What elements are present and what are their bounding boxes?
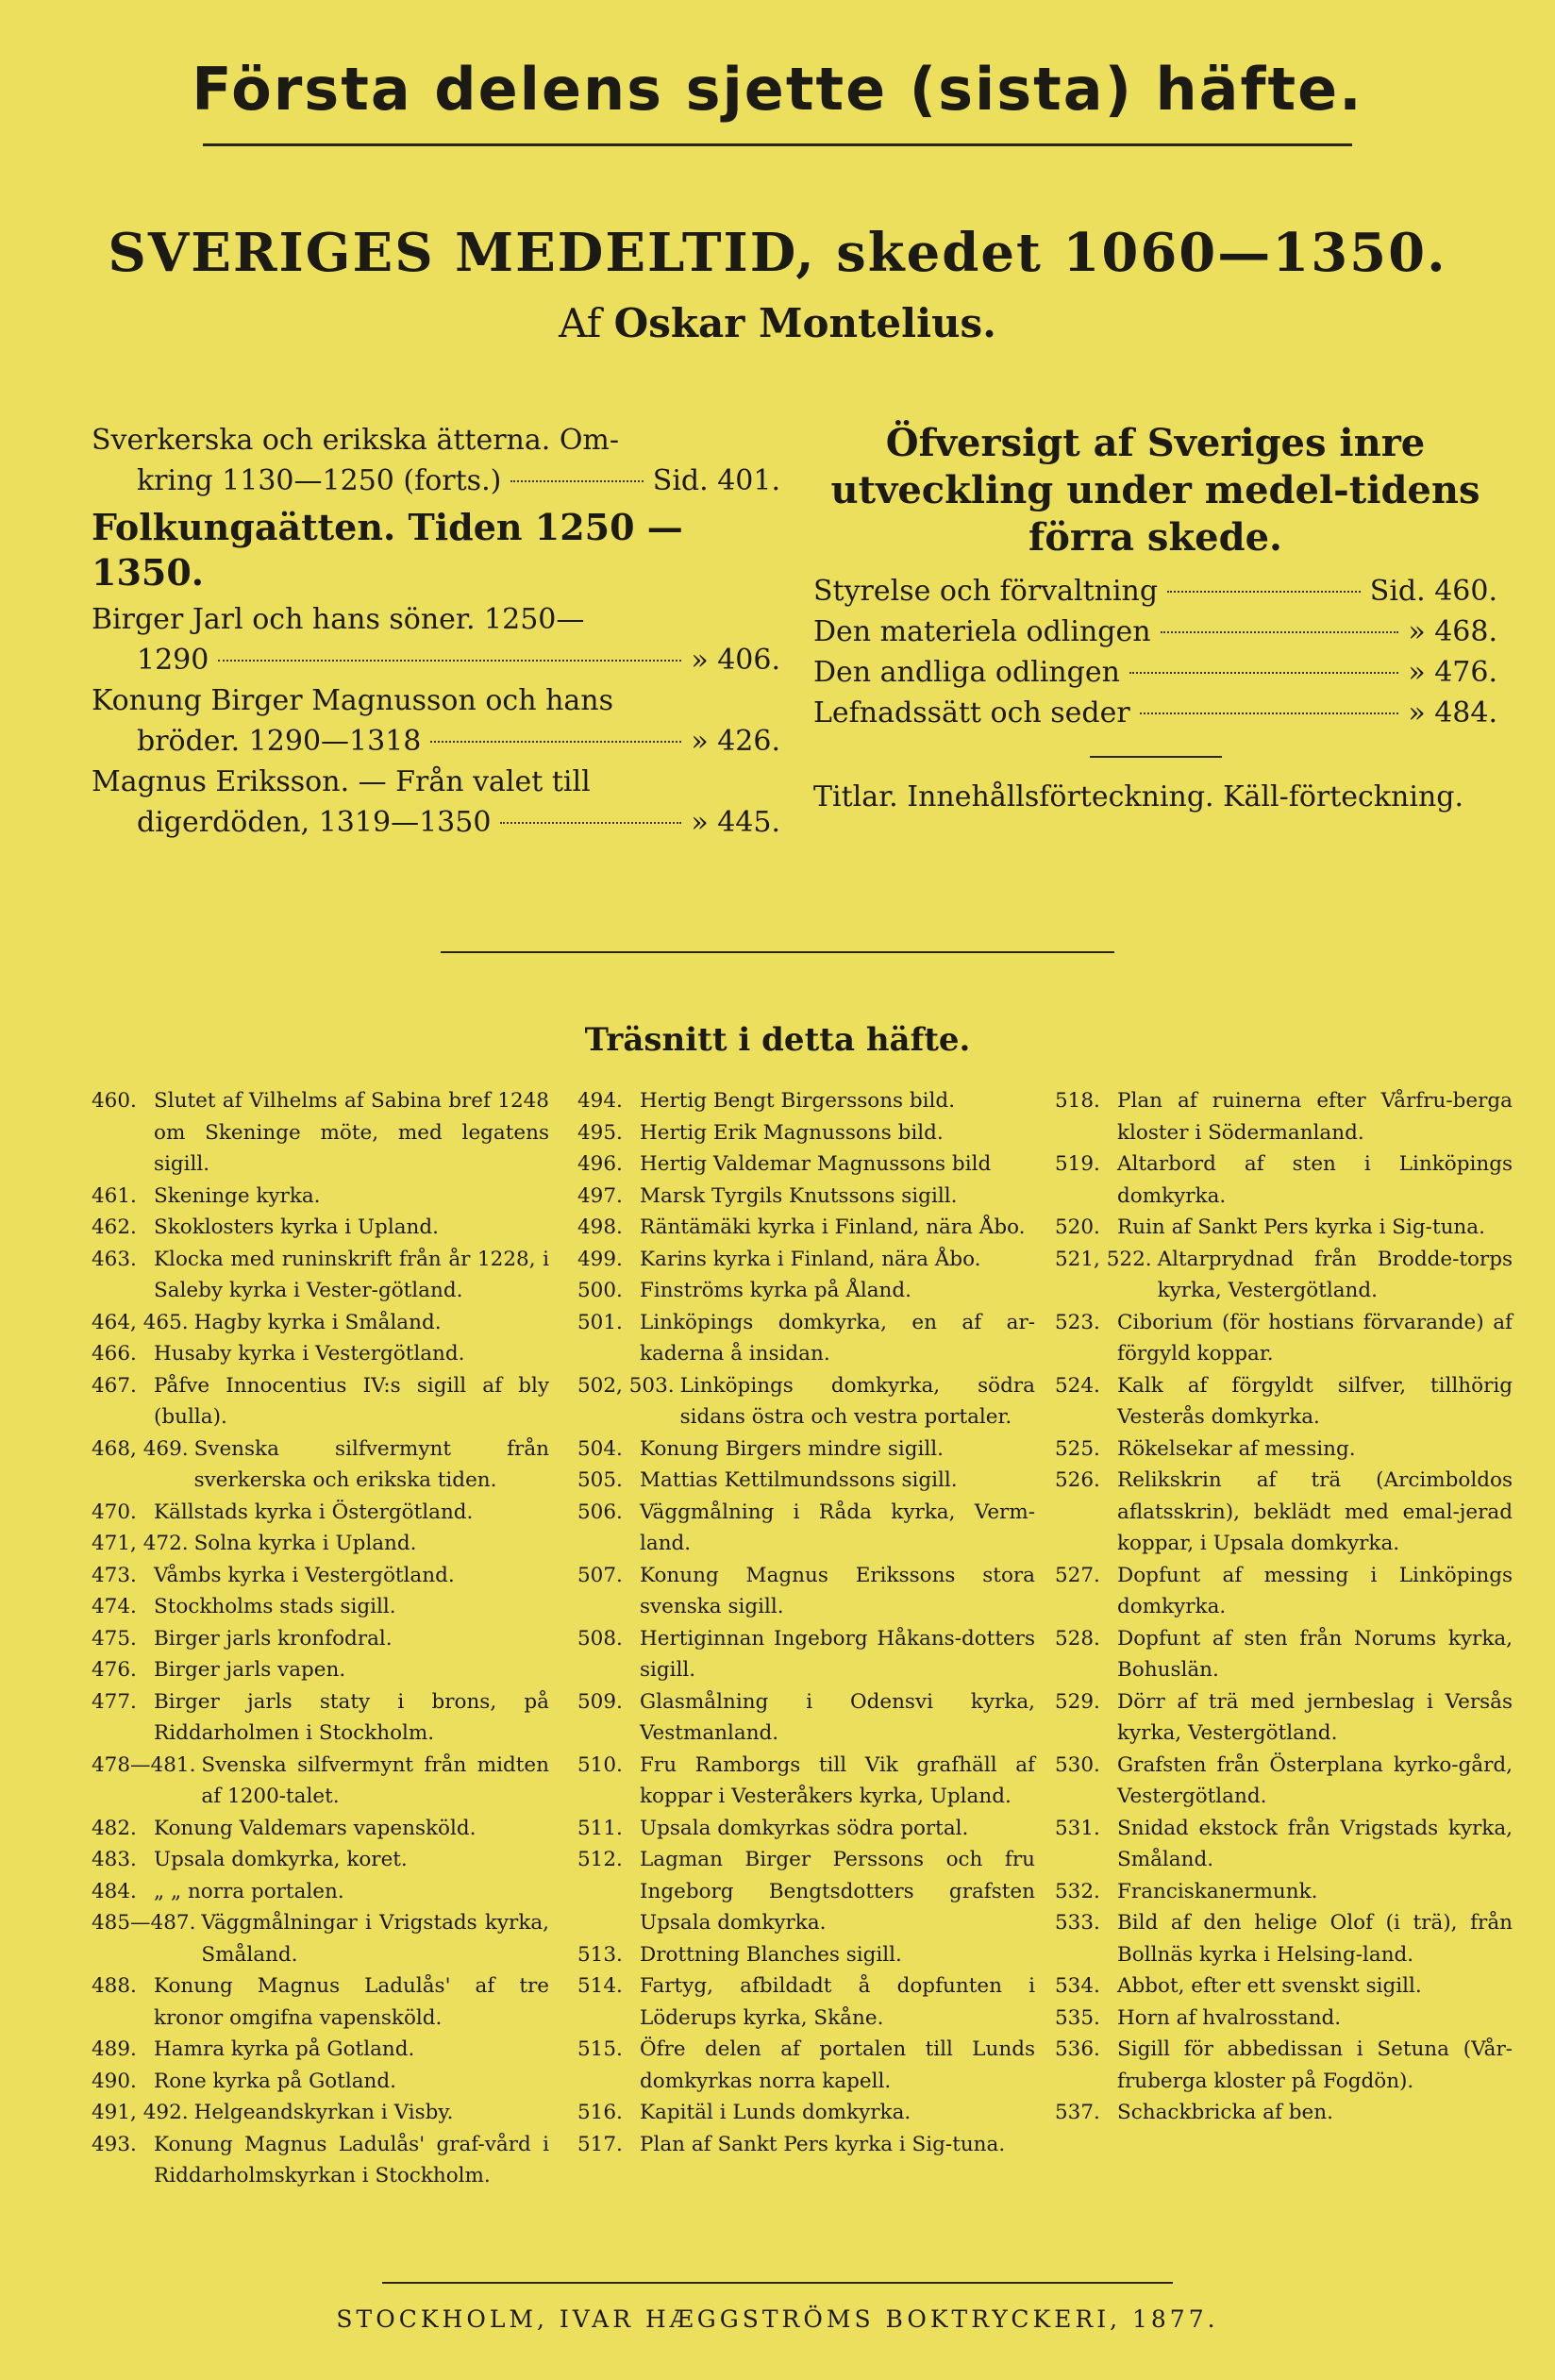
toc-leader-dots [510,480,643,482]
woodcut-item [92,1085,549,1181]
woodcut-item [577,1623,1035,1686]
woodcut-item [1055,1686,1513,1750]
toc-entry-tail: digerdöden, 1319—1350 [137,806,492,839]
woodcut-number: 491, 492. [92,2101,189,2124]
woodcut-number: 499. [577,1247,623,1271]
woodcut-item [92,1813,549,1845]
woodcut-item [577,1181,1035,1213]
woodcut-caption: Sigill för abbedissan i Setuna (Vår-fruberga kloster på Fogdön). [1117,2037,1513,2093]
woodcut-caption: Påfve Innocentius IV:s sigill af bly (bulla). [154,1373,549,1429]
woodcut-item [577,1370,1035,1433]
woodcut-caption: Slutet af Vilhelms af Sabina bref 1248 om Skeninge möte, med legatens sigill. [154,1089,549,1176]
woodcut-caption: Horn af hvalrosstand. [1117,2005,1342,2030]
woodcut-item [577,1465,1035,1497]
woodcut-caption: Upsala domkyrka, koret. [154,1848,408,1871]
woodcut-number: 523. [1055,1310,1100,1334]
woodcut-number: 478—481. [92,1752,196,1777]
woodcut-item [577,1212,1035,1244]
woodcut-number: 468, 469. [92,1436,189,1461]
woodcut-number: 471, 472. [92,1532,189,1555]
woodcut-item [92,1876,549,1908]
woodcut-item [577,2097,1035,2129]
woodcut-caption: Väggmålningar i Vrigstads kyrka, Småland. [201,1911,549,1967]
woodcut-item [577,1560,1035,1623]
toc-leader-dots [1129,672,1398,674]
woodcut-item [1055,1750,1513,1813]
woodcut-item [1055,1465,1513,1560]
woodcut-number: 505. [577,1468,623,1492]
toc-leader-dots [218,660,681,662]
woodcut-number: 489. [92,2037,137,2061]
woodcut-item [1055,1148,1513,1212]
toc-row-title: Den andliga odlingen [813,656,1120,689]
woodcut-number: 515. [577,2037,623,2061]
woodcut-caption: Dörr af trä med jernbeslag i Versås kyrka, Vestergötland. [1117,1689,1513,1745]
woodcut-caption: Altarbord af sten i Linköpings domkyrka. [1117,1152,1513,1208]
toc-separator [1090,756,1222,758]
woodcut-number: 525. [1055,1436,1100,1461]
woodcut-item [1055,1212,1513,1244]
woodcut-number: 473. [92,1563,137,1587]
toc-leader-dots [430,741,681,743]
toc-leader-dots [1140,712,1399,714]
toc-entry-tail-line [92,640,780,680]
woodcut-item [577,1813,1035,1845]
woodcut-caption: Klocka med runinskrift från år 1228, i Saleby kyrka i Vester-götland. [154,1247,549,1302]
toc-entry-page: » 426. [691,725,780,758]
woodcut-item [1055,2003,1513,2035]
woodcut-item [577,1750,1035,1813]
woodcut-number: 521, 522. [1055,1247,1152,1271]
woodcut-item [577,1244,1035,1276]
woodcut-number: 516. [577,2101,623,2124]
toc-entry [92,599,780,680]
author-prefix: Af [559,300,602,346]
woodcut-item [577,1433,1035,1466]
toc-row [813,652,1497,693]
printer-imprint: STOCKHOLM, IVAR HÆGGSTRÖMS BOKTRYCKERI, 1877. [336,2305,1219,2333]
woodcut-number: 501. [577,1310,623,1334]
woodcut-number: 502, 503. [577,1373,675,1398]
woodcut-number: 526. [1055,1468,1100,1492]
woodcuts-column-2 [577,1085,1035,2160]
woodcut-number: 463. [92,1247,137,1271]
woodcut-item [1055,2034,1513,2097]
woodcut-caption: Räntämäki kyrka i Finland, nära Åbo. [640,1215,1026,1239]
woodcut-caption: Plan af ruinerna efter Vårfru-berga kloster i Södermanland. [1117,1089,1513,1145]
woodcut-caption: Hertig Bengt Birgerssons bild. [640,1089,956,1113]
woodcut-number: 484. [92,1879,137,1903]
woodcut-number: 520. [1055,1215,1100,1239]
woodcut-item [577,2129,1035,2161]
woodcut-caption: Dopfunt af sten från Norums kyrka, Bohuslän. [1117,1626,1513,1682]
woodcut-number: 531. [1055,1816,1100,1840]
woodcut-item [92,1370,549,1433]
woodcut-number: 518. [1055,1089,1100,1113]
toc-entry-tail: kring 1130—1250 (forts.) [137,464,502,497]
woodcut-caption: Skoklosters kyrka i Upland. [154,1215,439,1239]
woodcut-caption: Rone kyrka på Gotland. [154,2069,396,2093]
woodcut-caption: Konung Valdemars vapensköld. [154,1816,477,1840]
woodcut-caption: Drottning Blanches sigill. [640,1942,902,1967]
woodcuts-column-1 [92,1085,549,2192]
woodcut-item [92,1750,549,1813]
woodcut-item [577,1970,1035,2034]
author-name: Oskar Montelius. [613,300,996,346]
contents-right-column [813,420,1497,817]
toc-row-page: Sid. 460. [1369,575,1497,608]
woodcut-number: 466. [92,1342,137,1366]
toc-leader-dots [1161,631,1399,633]
woodcut-item [1055,2097,1513,2129]
woodcut-item [92,1686,549,1750]
woodcut-caption: Källstads kyrka i Östergötland. [154,1500,474,1524]
toc-entry-title: Sverkerska och erikska ätterna. Om- [92,424,619,457]
woodcut-item [92,1970,549,2034]
woodcut-item [577,1307,1035,1370]
woodcut-number: 470. [92,1500,137,1524]
woodcut-caption: Helgeandskyrkan i Visby. [193,2101,454,2124]
woodcut-number: 519. [1055,1152,1100,1176]
woodcut-number: 504. [577,1436,623,1461]
woodcut-caption: „ „ norra portalen. [154,1879,344,1903]
woodcut-item [1055,1813,1513,1876]
woodcut-item [577,1275,1035,1307]
woodcut-item [92,1497,549,1529]
woodcut-caption: Plan af Sankt Pers kyrka i Sig-tuna. [640,2132,1006,2156]
toc-entry-title: Konung Birger Magnusson och hans [92,684,613,717]
woodcut-number: 507. [577,1563,623,1587]
woodcut-number: 482. [92,1816,137,1840]
woodcut-number: 533. [1055,1911,1100,1935]
toc-row [813,612,1497,652]
woodcut-item [92,1307,549,1339]
woodcut-number: 524. [1055,1373,1100,1398]
woodcut-caption: Fru Ramborgs till Vik grafhäll af koppar i Vesteråkers kyrka, Upland. [640,1752,1035,1808]
toc-entry-page: » 445. [691,806,780,839]
toc-left-entries-b [92,599,780,843]
woodcuts-column-3 [1055,1085,1513,2129]
toc-entry-page: » 406. [691,644,780,677]
woodcut-item [92,1212,549,1244]
woodcut-item [92,1591,549,1623]
woodcut-item [92,1907,549,1970]
woodcut-caption: Svenska silfvermynt från sverkerska och erikska tiden. [193,1436,549,1492]
woodcut-item [92,1528,549,1560]
woodcut-number: 467. [92,1373,137,1398]
toc-entry-tail: 1290 [137,644,209,677]
woodcut-caption: Hertig Valdemar Magnussons bild [640,1152,992,1176]
woodcut-number: 537. [1055,2101,1100,2124]
woodcut-number: 509. [577,1689,623,1714]
woodcut-item [577,1939,1035,1971]
woodcut-caption: Husaby kyrka i Vestergötland. [154,1342,465,1366]
woodcut-number: 534. [1055,1974,1100,1998]
middle-rule [441,951,1114,953]
woodcut-caption: Dopfunt af messing i Linköpings domkyrka. [1117,1563,1513,1618]
woodcut-caption: Ruin af Sankt Pers kyrka i Sig-tuna. [1117,1215,1485,1239]
woodcut-caption: Konung Magnus Ladulås' af tre kronor omgifna vapensköld. [154,1974,549,2030]
woodcut-item [92,2066,549,2098]
woodcut-caption: Fartyg, afbildadt å dopfunten i Löderups kyrka, Skåne. [640,1974,1035,2030]
woodcut-caption: Konung Magnus Erikssons stora svenska sigill. [640,1563,1035,1618]
series-headline: Första delens sjette (sista) häfte. [192,55,1363,124]
toc-entry [92,680,780,762]
woodcut-number: 510. [577,1752,623,1777]
toc-entry-title: Magnus Eriksson. — Från valet till [92,765,591,798]
woodcut-item [92,1244,549,1307]
woodcut-item [577,2034,1035,2097]
woodcut-number: 477. [92,1689,137,1714]
woodcut-caption: Franciskanermunk. [1117,1879,1318,1903]
woodcut-number: 485—487. [92,1911,196,1935]
woodcut-number: 460. [92,1089,137,1113]
woodcut-caption: Abbot, efter ett svenskt sigill. [1117,1974,1422,1998]
woodcut-number: 513. [577,1942,623,1967]
woodcut-caption: Ciborium (för hostians förvarande) af förgyld koppar. [1117,1310,1513,1366]
book-title: SVERIGES MEDELTID, skedet 1060—1350. [108,222,1447,284]
toc-entry-tail-line [92,802,780,843]
woodcut-number: 498. [577,1215,623,1239]
toc-entry-tail-line [92,721,780,762]
woodcut-item [1055,1433,1513,1466]
woodcut-number: 532. [1055,1879,1100,1903]
toc-section-overview: Öfversigt af Sveriges inre utveckling under medel-tidens förra skede. [830,421,1480,560]
woodcut-caption: Marsk Tyrgils Knutssons sigill. [640,1183,958,1208]
toc-row [813,571,1497,612]
woodcut-number: 497. [577,1183,623,1208]
woodcut-item [1055,1560,1513,1623]
woodcut-caption: Rökelsekar af messing. [1117,1436,1356,1461]
woodcut-caption: Solna kyrka i Upland. [193,1532,417,1555]
woodcut-caption: Skeninge kyrka. [154,1183,321,1208]
woodcut-caption: Snidad ekstock från Vrigstads kyrka, Småland. [1117,1816,1513,1871]
woodcut-item [577,1497,1035,1560]
woodcut-number: 490. [92,2069,137,2093]
woodcut-number: 512. [577,1848,623,1871]
woodcut-caption: Mattias Kettilmundssons sigill. [640,1468,958,1492]
woodcut-item [1055,1307,1513,1370]
woodcut-number: 528. [1055,1626,1100,1651]
toc-left-entries-a [92,420,780,501]
woodcut-item [1055,1970,1513,2003]
woodcut-item [1055,1370,1513,1433]
woodcut-caption: Grafsten från Österplana kyrko-gård, Vestergötland. [1117,1752,1513,1808]
woodcut-caption: Konung Magnus Ladulås' graf-vård i Riddarholmskyrkan i Stockholm. [154,2132,549,2187]
woodcut-caption: Öfre delen af portalen till Lunds domkyrkas norra kapell. [640,2037,1035,2093]
toc-entry-page: Sid. 401. [652,464,780,497]
woodcut-caption: Kapitäl i Lunds domkyrka. [640,2101,911,2124]
toc-leader-dots [500,822,681,824]
woodcut-number: 506. [577,1500,623,1524]
toc-leader-dots [1167,591,1361,593]
woodcut-caption: Altarprydnad från Brodde-torps kyrka, Vestergötland. [1157,1247,1513,1302]
woodcut-caption: Finströms kyrka på Åland. [640,1279,912,1302]
woodcut-number: 475. [92,1626,137,1651]
woodcut-number: 495. [577,1120,623,1145]
woodcut-caption: Kalk af förgyldt silfver, tillhörig Vesterås domkyrka. [1117,1373,1513,1429]
woodcut-number: 483. [92,1848,137,1871]
woodcut-number: 476. [92,1658,137,1682]
woodcut-caption: Konung Birgers mindre sigill. [640,1436,944,1461]
contents-left-column [92,420,780,843]
woodcut-caption: Glasmålning i Odensvi kyrka, Vestmanland. [640,1689,1035,1745]
woodcut-number: 500. [577,1279,623,1302]
woodcut-caption: Väggmålning i Råda kyrka, Verm-land. [640,1500,1035,1555]
bottom-rule [382,2282,1173,2284]
woodcut-number: 494. [577,1089,623,1113]
woodcut-number: 474. [92,1595,137,1618]
woodcut-number: 493. [92,2132,137,2156]
woodcut-number: 511. [577,1816,623,1840]
woodcut-number: 527. [1055,1563,1100,1587]
woodcut-item [92,1560,549,1592]
woodcut-number: 488. [92,1974,137,1998]
toc-entry [92,420,780,501]
woodcut-item [92,2034,549,2066]
woodcut-caption: Svenska silfvermynt från midten af 1200-talet. [201,1752,549,1808]
toc-entry [92,762,780,843]
woodcut-number: 508. [577,1626,623,1651]
woodcut-number: 461. [92,1183,137,1208]
toc-row-title: Den materiela odlingen [813,615,1151,648]
woodcut-item [577,1117,1035,1149]
author-line [0,300,1555,346]
woodcut-caption: Birger jarls staty i brons, på Riddarholmen i Stockholm. [154,1689,549,1745]
woodcut-number: 464, 465. [92,1310,189,1334]
woodcut-item [92,1181,549,1213]
woodcut-item [1055,1244,1513,1307]
woodcut-caption: Linköpings domkyrka, en af ar-kaderna å insidan. [640,1310,1035,1366]
woodcut-item [92,1623,549,1655]
toc-row-title: Lefnadssätt och seder [813,696,1130,729]
woodcut-item [1055,1876,1513,1908]
woodcut-number: 535. [1055,2005,1100,2030]
toc-entry-tail: bröder. 1290—1318 [137,725,422,758]
toc-right-entries [813,571,1497,733]
woodcut-caption: Hertiginnan Ingeborg Håkans-dotters sigill. [640,1626,1035,1682]
top-rule [203,143,1352,146]
woodcut-caption: Stockholms stads sigill. [154,1595,396,1618]
woodcut-number: 496. [577,1152,623,1176]
toc-row-title: Styrelse och förvaltning [813,575,1159,608]
woodcut-caption: Hertig Erik Magnussons bild. [640,1120,944,1145]
woodcut-item [1055,1623,1513,1686]
toc-entry-tail-line [92,461,780,501]
toc-row-page: » 468. [1408,615,1497,648]
woodcut-item [92,1844,549,1876]
woodcut-number: 514. [577,1974,623,1998]
toc-entry-title: Birger Jarl och hans söner. 1250— [92,603,585,636]
woodcut-caption: Relikskrin af trä (Arcimboldos aflatsskrin), beklädt med emal-jerad koppar, i Upsala domkyrka. [1117,1468,1513,1555]
toc-row-page: » 484. [1408,696,1497,729]
woodcut-item [92,1338,549,1370]
woodcut-item [577,1085,1035,1117]
woodcut-caption: Karins kyrka i Finland, nära Åbo. [640,1247,981,1271]
woodcuts-heading: Träsnitt i detta häfte. [584,1021,971,1059]
woodcut-item [92,1433,549,1497]
woodcut-caption: Birger jarls vapen. [154,1658,346,1682]
woodcut-caption: Birger jarls kronfodral. [154,1626,393,1651]
woodcut-item [1055,1907,1513,1970]
woodcut-caption: Bild af den helige Olof (i trä), från Bollnäs kyrka i Helsing-land. [1117,1911,1513,1967]
woodcut-caption: Upsala domkyrkas södra portal. [640,1816,969,1840]
toc-extra-line: Titlar. Innehållsförteckning. Käll-förteckning. [813,780,1464,813]
woodcut-caption: Hamra kyrka på Gotland. [154,2037,415,2061]
woodcut-caption: Schackbricka af ben. [1117,2101,1333,2124]
woodcut-item [92,2097,549,2129]
woodcut-caption: Lagman Birger Perssons och fru Ingeborg Bengtsdotters grafsten Upsala domkyrka. [640,1848,1035,1935]
woodcut-item [92,2129,549,2192]
woodcut-item [577,1148,1035,1181]
woodcut-number: 530. [1055,1752,1100,1777]
woodcut-item [577,1844,1035,1939]
woodcut-number: 536. [1055,2037,1100,2061]
woodcut-number: 517. [577,2132,623,2156]
toc-section-folkunga: Folkungaätten. Tiden 1250 —1350. [92,506,683,594]
toc-row-page: » 476. [1408,656,1497,689]
woodcut-item [1055,1085,1513,1148]
woodcut-item [92,1654,549,1686]
woodcut-number: 462. [92,1215,137,1239]
woodcut-caption: Hagby kyrka i Småland. [193,1310,442,1334]
toc-row [813,693,1497,733]
woodcut-caption: Våmbs kyrka i Vestergötland. [154,1563,455,1587]
woodcut-caption: Linköpings domkyrka, södra sidans östra och vestra portaler. [679,1373,1035,1429]
woodcut-number: 529. [1055,1689,1100,1714]
woodcut-item [577,1686,1035,1750]
